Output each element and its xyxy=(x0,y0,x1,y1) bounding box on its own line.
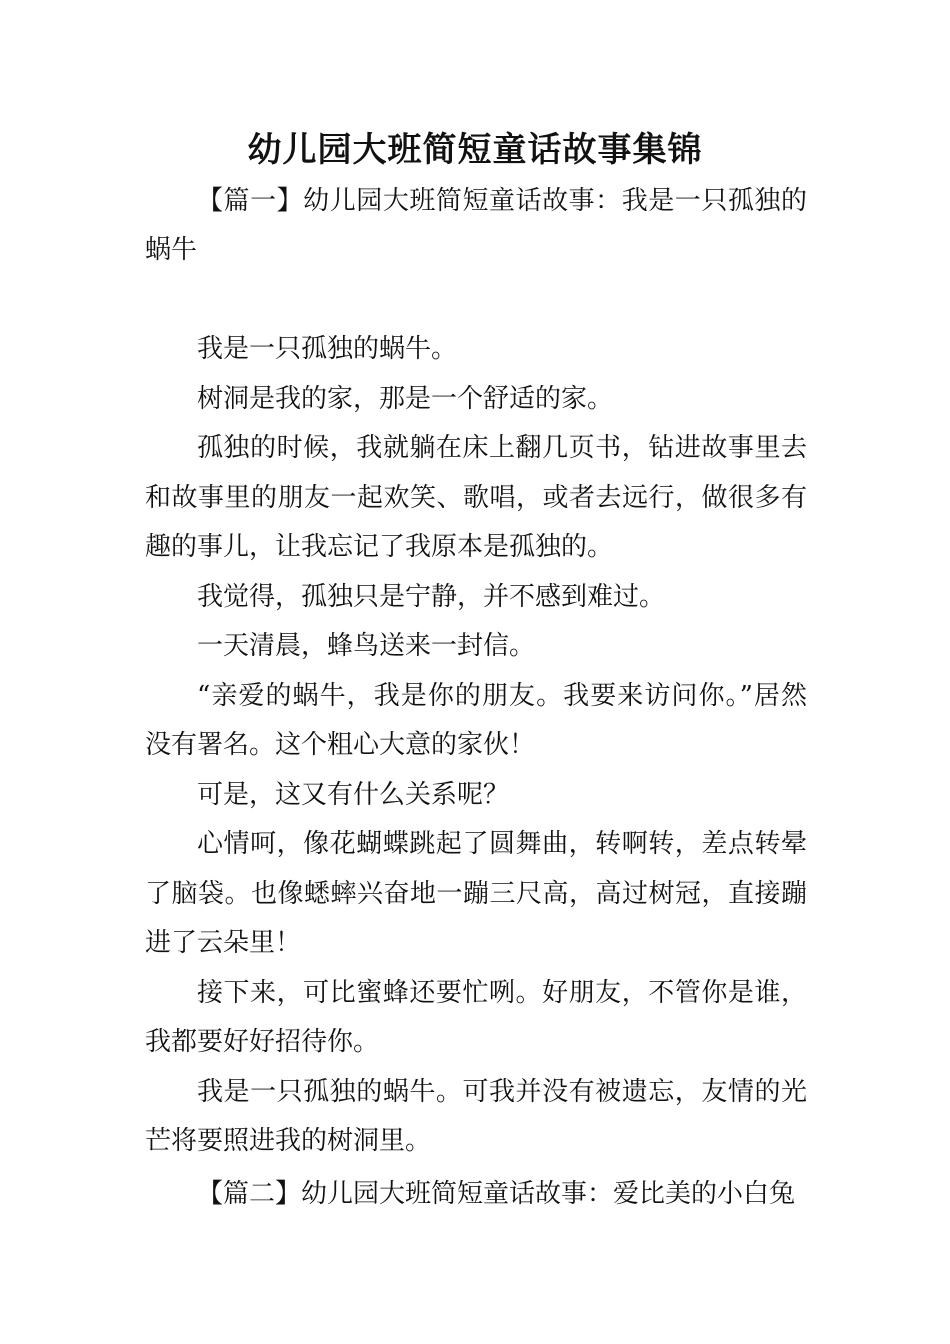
paragraph: 我觉得，孤独只是宁静，并不感到难过。 xyxy=(197,581,666,612)
section-1-body xyxy=(145,325,807,1167)
document-title: 幼儿园大班简短童话故事集锦 xyxy=(247,130,703,170)
paragraph: 可是，这又有什么关系呢？ xyxy=(197,779,510,810)
paragraph: 一天清晨，蜂鸟送来一封信。 xyxy=(197,631,536,661)
paragraph: 我是一只孤独的蜗牛。可我并没有被遗忘，友情的光芒将要照进我的树洞里。 xyxy=(145,1076,807,1156)
section-2-heading: 【篇二】幼儿园大班简短童话故事：爱比美的小白兔 xyxy=(197,1179,796,1209)
paragraph: 我是一只孤独的蜗牛。 xyxy=(197,334,458,364)
paragraph: 接下来，可比蜜蜂还要忙咧。好朋友，不管你是谁，我都要好好招待你。 xyxy=(145,977,807,1057)
paragraph: 心情呵，像花蝴蝶跳起了圆舞曲，转啊转，差点转晕了脑袋。也像蟋蟀兴奋地一蹦三尺高，高过树冠，直接蹦进了云朵里！ xyxy=(145,829,807,958)
paragraph: 树洞是我的家，那是一个舒适的家。 xyxy=(197,383,614,414)
paragraph: 孤独的时候，我就躺在床上翻几页书，钻进故事里去和故事里的朋友一起欢笑、歌唱，或者去远行，做很多有趣的事儿，让我忘记了我原本是孤独的。 xyxy=(145,433,807,562)
section-1-heading: 【篇一】幼儿园大班简短童话故事：我是一只孤独的蜗牛 xyxy=(145,186,807,265)
paragraph: “亲爱的蜗牛，我是你的朋友。我要来访问你。”居然没有署名。这个粗心大意的家伙！ xyxy=(145,680,807,760)
